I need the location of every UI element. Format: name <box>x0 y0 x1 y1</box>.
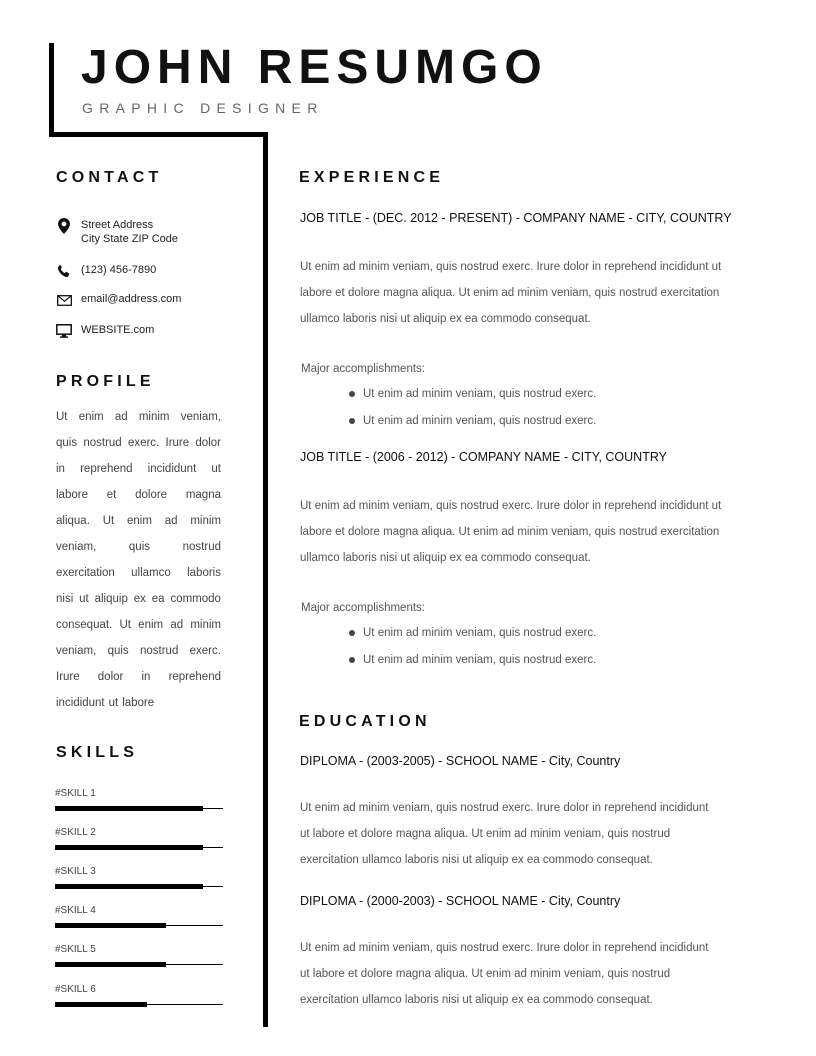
profile-word: ad <box>164 515 178 527</box>
profile-word: magna <box>185 489 221 501</box>
profile-word: ea <box>151 593 165 605</box>
description-line: Ut enim ad minim veniam, quis nostrud exerc. Irure dolor in reprehend incididunt <box>300 802 709 814</box>
skill-bar <box>55 1002 223 1007</box>
envelope-icon <box>55 292 73 308</box>
job-title: JOB TITLE - (2006 - 2012) - COMPANY NAME - CITY, COUNTRY <box>300 450 667 464</box>
profile-word: exercitation <box>56 567 115 579</box>
skill-bar-fill <box>55 884 203 889</box>
skill-label: #SKILL 6 <box>55 984 96 995</box>
profile-word: minim <box>190 619 221 631</box>
skills-heading: SKILLS <box>56 744 139 761</box>
contact-heading: CONTACT <box>56 169 163 186</box>
phone-icon <box>55 263 73 279</box>
description-line: labore et dolore magna aliqua. Ut enim ad minim veniam, quis nostrud exercitation <box>300 526 720 538</box>
profile-line <box>56 690 221 716</box>
profile-word: in <box>56 463 65 475</box>
skill-bar-fill <box>55 923 166 928</box>
experience-heading: EXPERIENCE <box>299 169 445 186</box>
profile-word: ut <box>108 697 119 709</box>
profile-word: Irure <box>56 671 80 683</box>
profile-word: Irure <box>165 437 190 449</box>
skill-label: #SKILL 5 <box>55 944 96 955</box>
profile-line <box>56 664 221 690</box>
address-line-1: Street Address <box>81 219 154 231</box>
profile-word: quis <box>56 437 78 449</box>
frame-left-line <box>49 43 54 137</box>
profile-word: Ut <box>119 619 131 631</box>
skill-item <box>55 905 223 928</box>
profile-word: Ut <box>56 411 68 423</box>
monitor-icon <box>55 323 73 339</box>
skill-bar <box>55 884 223 889</box>
profile-word: ut <box>211 463 221 475</box>
profile-word: et <box>106 489 117 501</box>
description-line: ullamco laboris nisi ut aliquip ex ea commodo consequat. <box>300 552 591 564</box>
column-divider-line <box>263 132 268 1027</box>
candidate-name: JOHN RESUMGO <box>81 41 548 94</box>
profile-word: incididunt <box>147 463 197 475</box>
accomplishments-label: Major accomplishments: <box>301 602 425 614</box>
profile-word: minim <box>190 515 221 527</box>
candidate-role: GRAPHIC DESIGNER <box>82 100 324 116</box>
job-description <box>300 254 721 332</box>
contact-phone <box>55 263 156 279</box>
description-line: Ut enim ad minim veniam, quis nostrud exerc. Irure dolor in reprehend incididunt <box>300 942 709 954</box>
skill-item <box>55 788 223 811</box>
map-pin-icon <box>55 218 73 234</box>
profile-word: nostrud <box>139 645 179 657</box>
profile-text <box>56 404 221 716</box>
diploma-title: DIPLOMA - (2000-2003) - SCHOOL NAME - City, Country <box>300 894 621 908</box>
accomplishment-item <box>349 388 596 400</box>
skill-bar <box>55 806 223 811</box>
bullet-icon <box>349 630 355 636</box>
profile-word: enim <box>78 411 104 423</box>
skill-item <box>55 984 223 1007</box>
profile-line <box>56 456 221 482</box>
description-line: exercitation ullamco laboris nisi ut aliquip ex ea commodo consequat. <box>300 994 653 1006</box>
education-heading: EDUCATION <box>299 713 431 730</box>
profile-line <box>56 638 221 664</box>
profile-word: dolor <box>195 437 221 449</box>
profile-line <box>56 404 221 430</box>
contact-website <box>55 323 154 339</box>
skill-bar <box>55 845 223 850</box>
skill-bar-fill <box>55 806 203 811</box>
profile-word: enim <box>138 619 164 631</box>
skill-item <box>55 827 223 850</box>
profile-word: in <box>141 671 151 683</box>
profile-word: aliquip <box>94 593 128 605</box>
website-url: WEBSITE.com <box>81 324 155 336</box>
accomplishment-text: Ut enim ad minim veniam, quis nostrud exerc. <box>363 388 597 400</box>
diploma-description <box>300 795 708 873</box>
accomplishments-label: Major accomplishments: <box>301 363 425 375</box>
accomplishment-item <box>349 627 596 639</box>
profile-word: ad <box>114 411 128 423</box>
profile-line <box>56 534 221 560</box>
profile-word: labore <box>122 697 155 709</box>
skill-label: #SKILL 1 <box>55 788 96 799</box>
bullet-icon <box>349 391 355 397</box>
profile-word: minim <box>138 411 170 423</box>
description-line: exercitation ullamco laboris nisi ut aliquip ex ea commodo consequat. <box>300 854 653 866</box>
skill-bar-fill <box>55 962 166 967</box>
skill-item <box>55 866 223 889</box>
skill-bar-fill <box>55 845 203 850</box>
contact-address <box>55 218 178 246</box>
profile-word: veniam, <box>56 645 97 657</box>
skill-bar-fill <box>55 1002 147 1007</box>
skill-label: #SKILL 4 <box>55 905 96 916</box>
profile-word: dolor <box>97 671 124 683</box>
description-line: ut labore et dolore magna aliqua. Ut enim ad minim veniam, quis nostrud <box>300 968 671 980</box>
profile-word: veniam, <box>180 411 221 423</box>
job-title: JOB TITLE - (DEC. 2012 - PRESENT) - COMPANY NAME - CITY, COUNTRY <box>300 211 732 225</box>
accomplishment-text: Ut enim ad minim veniam, quis nostrud exerc. <box>363 654 597 666</box>
profile-line <box>56 482 221 508</box>
skill-item <box>55 944 223 967</box>
profile-word: exerc. <box>127 437 160 449</box>
profile-heading: PROFILE <box>56 373 155 390</box>
profile-word: exerc. <box>189 645 221 657</box>
accomplishment-text: Ut enim ad minim veniam, quis nostrud exerc. <box>363 415 597 427</box>
diploma-description <box>300 935 708 1013</box>
accomplishment-text: Ut enim ad minim veniam, quis nostrud exerc. <box>363 627 597 639</box>
accomplishment-item <box>349 654 596 666</box>
profile-word: veniam, <box>56 541 97 553</box>
profile-word: reprehend <box>80 463 133 475</box>
profile-word: nisi <box>56 593 74 605</box>
frame-top-line <box>49 132 268 137</box>
profile-word: laboris <box>187 567 221 579</box>
profile-word: quis <box>128 541 151 553</box>
description-line: Ut enim ad minim veniam, quis nostrud exerc. Irure dolor in reprehend incididunt ut <box>300 261 722 273</box>
profile-line <box>56 430 221 456</box>
profile-line <box>56 560 221 586</box>
description-line: Ut enim ad minim veniam, quis nostrud exerc. Irure dolor in reprehend incididunt ut <box>300 500 722 512</box>
bullet-icon <box>349 657 355 663</box>
profile-line <box>56 586 221 612</box>
profile-word: ullamco <box>131 567 171 579</box>
address-line-2: City State ZIP Code <box>81 233 179 245</box>
profile-word: aliqua. <box>56 515 90 527</box>
profile-word: nostrud <box>182 541 221 553</box>
profile-word: incididunt <box>56 697 105 709</box>
profile-line <box>56 612 221 638</box>
description-line: ut labore et dolore magna aliqua. Ut enim ad minim veniam, quis nostrud <box>300 828 671 840</box>
profile-word: ut <box>79 593 89 605</box>
profile-word: dolore <box>135 489 168 501</box>
skill-bar <box>55 923 223 928</box>
profile-word: labore <box>56 489 88 501</box>
skill-bar <box>55 962 223 967</box>
profile-word: ex <box>133 593 146 605</box>
email-address: email@address.com <box>81 293 182 305</box>
profile-word: enim <box>126 515 152 527</box>
description-line: labore et dolore magna aliqua. Ut enim ad minim veniam, quis nostrud exercitation <box>300 287 720 299</box>
diploma-title: DIPLOMA - (2003-2005) - SCHOOL NAME - City, Country <box>300 754 621 768</box>
profile-word: ad <box>170 619 184 631</box>
profile-word: nostrud <box>83 437 122 449</box>
profile-word: consequat. <box>56 619 113 631</box>
accomplishment-item <box>349 415 596 427</box>
bullet-icon <box>349 418 355 424</box>
profile-word: Ut <box>102 515 115 527</box>
skill-label: #SKILL 3 <box>55 866 96 877</box>
profile-word: commodo <box>170 593 221 605</box>
job-description <box>300 493 721 571</box>
contact-email <box>55 292 181 308</box>
profile-word: reprehend <box>168 671 221 683</box>
description-line: ullamco laboris nisi ut aliquip ex ea commodo consequat. <box>300 313 591 325</box>
skill-label: #SKILL 2 <box>55 827 96 838</box>
profile-word: quis <box>107 645 129 657</box>
profile-line <box>56 508 221 534</box>
phone-number: (123) 456-7890 <box>81 264 157 276</box>
